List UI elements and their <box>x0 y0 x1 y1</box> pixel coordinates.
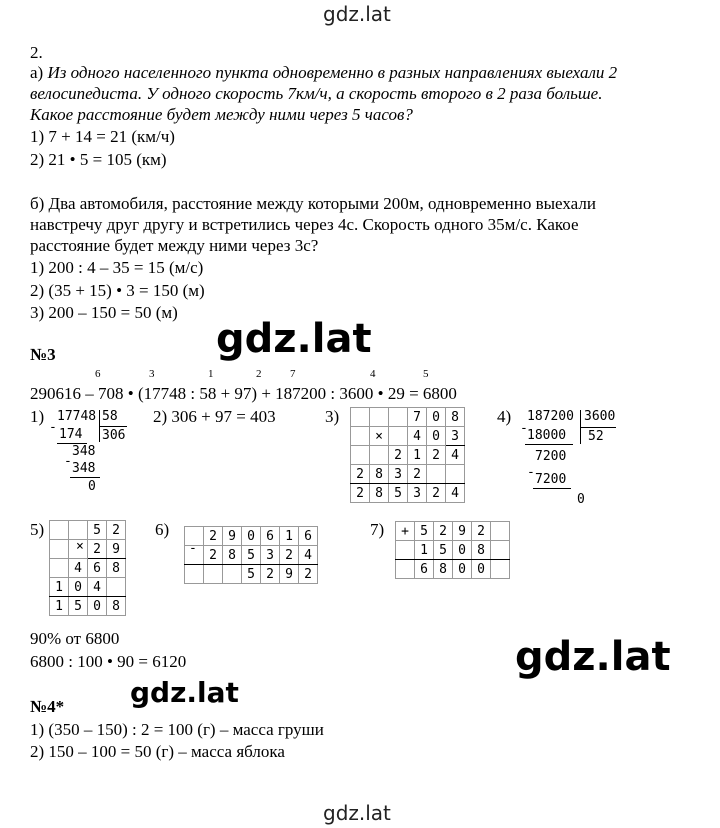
mult3-cell: 4 <box>408 427 427 446</box>
div1-quotient: 306 <box>102 428 126 443</box>
sub6-sign: - <box>189 541 197 556</box>
step5-label: 5) <box>30 520 45 539</box>
mult5-cell: 1 <box>50 597 69 616</box>
percent-solution: 6800 : 100 • 90 = 6120 <box>30 652 187 671</box>
task3-expression: 290616 – 708 • (17748 : 58 + 97) + 187200 : 3600 • 29 = 6800 <box>30 384 457 403</box>
task2-number: 2. <box>30 43 43 62</box>
sub6-cell: 0 <box>242 527 261 546</box>
sub6-cell: 3 <box>261 546 280 565</box>
div1-divisor: 58 <box>102 409 118 424</box>
mult3-cell: 4 <box>446 484 465 503</box>
div1-divisor-line <box>99 426 127 427</box>
div1-minus-1: - <box>49 420 57 435</box>
mult5-cell: 9 <box>107 540 126 559</box>
sub6-cell: 6 <box>261 527 280 546</box>
sub6-cell: 2 <box>204 527 223 546</box>
add7-cell: 5 <box>415 522 434 541</box>
div4-divisor: 3600 <box>584 409 616 424</box>
task2a-text-3: Какое расстояние будет между ними через 5 часов? <box>30 105 413 124</box>
task2b-text-2: навстречу друг другу и встретились через 4с. Скорость одного 35м/с. Какое <box>30 215 579 234</box>
mult3-cell: 2 <box>351 465 370 484</box>
watermark-mid: gdz.lat <box>216 316 372 362</box>
add7-cell: 2 <box>472 522 491 541</box>
mult3-cell: 3 <box>446 427 465 446</box>
div4-line-1 <box>525 444 573 445</box>
mult3-grid <box>350 407 465 503</box>
watermark-right: gdz.lat <box>515 634 671 680</box>
step6-label: 6) <box>155 520 170 539</box>
mult3-sign: × <box>370 427 389 446</box>
add7-sign: + <box>396 522 415 541</box>
order-mark-6: 6 <box>95 368 101 380</box>
mult3-cell: 3 <box>389 465 408 484</box>
div1-sub-1: 174 <box>59 427 83 442</box>
div1-rem-1: 348 <box>72 444 96 459</box>
mult3-cell: 0 <box>427 427 446 446</box>
task2a-text-1: Из одного населенного пункта одновременно в разных направлениях выехали 2 <box>47 63 618 82</box>
div4-dividend: 187200 <box>527 409 574 424</box>
mult5-cell: 2 <box>107 521 126 540</box>
sub6-cell: 1 <box>280 527 299 546</box>
mult5-cell: 1 <box>50 578 69 597</box>
add7-cell: 9 <box>453 522 472 541</box>
mult3-cell: 1 <box>408 446 427 465</box>
mult5-cell: 4 <box>69 559 88 578</box>
task4-line-1: 1) (350 – 150) : 2 = 100 (г) – масса груши <box>30 720 324 739</box>
add7-grid <box>395 521 510 579</box>
step1-label: 1) <box>30 407 45 426</box>
order-mark-4: 4 <box>370 368 376 380</box>
mult3-cell: 4 <box>446 446 465 465</box>
div4-divisor-line <box>580 427 616 428</box>
step4-label: 4) <box>497 407 512 426</box>
watermark-left: gdz.lat <box>130 676 239 709</box>
mult5-cell: 8 <box>107 559 126 578</box>
mult5-sign: × <box>76 539 84 554</box>
div1-rem-2: 0 <box>88 479 96 494</box>
sub6-cell: 2 <box>261 565 280 584</box>
sub6-cell: 5 <box>242 546 261 565</box>
sub6-cell: 2 <box>299 565 318 584</box>
div1-minus-2: - <box>64 454 72 469</box>
div4-minus-2: - <box>527 465 535 480</box>
task2b-text-1: б) Два автомобиля, расстояние между которыми 200м, одновременно выехали <box>30 194 596 213</box>
mult5-cell: 2 <box>88 540 107 559</box>
sub6-cell: 8 <box>223 546 242 565</box>
order-mark-1: 1 <box>208 368 214 380</box>
div4-quotient: 52 <box>588 429 604 444</box>
add7-cell: 8 <box>472 541 491 560</box>
task2a-solution-1: 1) 7 + 14 = 21 (км/ч) <box>30 127 175 146</box>
sub6-cell: 4 <box>299 546 318 565</box>
add7-cell: 1 <box>415 541 434 560</box>
div4-rem-2: 0 <box>577 492 585 507</box>
mult3-cell: 2 <box>389 446 408 465</box>
mult5-grid <box>49 520 126 616</box>
mult5-cell: 5 <box>88 521 107 540</box>
add7-cell: 0 <box>472 560 491 579</box>
mult3-cell: 2 <box>427 446 446 465</box>
mult3-cell: 2 <box>427 484 446 503</box>
add7-cell: 5 <box>434 541 453 560</box>
sub6-cell: 2 <box>280 546 299 565</box>
watermark-bottom: gdz.lat <box>323 801 391 825</box>
div1-line-2 <box>70 477 100 478</box>
mult3-cell: 8 <box>370 484 389 503</box>
step2-text: 2) 306 + 97 = 403 <box>153 407 276 426</box>
task4-title: №4* <box>30 697 65 716</box>
sub6-grid <box>184 526 318 584</box>
order-mark-5: 5 <box>423 368 429 380</box>
order-mark-2: 2 <box>256 368 262 380</box>
watermark-top: gdz.lat <box>323 2 391 26</box>
mult3-cell: 7 <box>408 408 427 427</box>
sub6-cell: 2 <box>204 546 223 565</box>
add7-cell: 2 <box>434 522 453 541</box>
sub6-cell: 5 <box>242 565 261 584</box>
div1-dividend: 17748 <box>57 409 97 424</box>
order-mark-7: 7 <box>290 368 296 380</box>
mult3-cell: 8 <box>446 408 465 427</box>
div1-sub-2: 348 <box>72 461 96 476</box>
task2b-solution-3: 3) 200 – 150 = 50 (м) <box>30 303 178 322</box>
task2a-line-1 <box>30 63 617 83</box>
mult5-cell: 0 <box>69 578 88 597</box>
task3-title: №3 <box>30 345 56 364</box>
step7-label: 7) <box>370 520 385 539</box>
sub6-cell: 9 <box>280 565 299 584</box>
mult5-cell: 4 <box>88 578 107 597</box>
div4-minus-1: - <box>520 421 528 436</box>
sub6-cell: 9 <box>223 527 242 546</box>
div4-rem-1: 7200 <box>535 449 567 464</box>
mult5-cell: 0 <box>88 597 107 616</box>
div4-sub-1: 18000 <box>527 428 567 443</box>
task4-line-2: 2) 150 – 100 = 50 (г) – масса яблока <box>30 742 285 761</box>
add7-cell: 8 <box>434 560 453 579</box>
task2a-text-2: велосипедиста. У одного скорость 7км/ч, а скорость второго в 2 раза больше. <box>30 84 603 103</box>
sub6-cell: 6 <box>299 527 318 546</box>
task2b-solution-1: 1) 200 : 4 – 35 = 15 (м/с) <box>30 258 204 277</box>
mult3-cell: 3 <box>408 484 427 503</box>
percent-title: 90% от 6800 <box>30 629 120 648</box>
task2b-text-3: расстояние будет между ними через 3с? <box>30 236 319 255</box>
mult3-cell: 2 <box>351 484 370 503</box>
task2a-solution-2: 2) 21 • 5 = 105 (км) <box>30 150 167 169</box>
order-mark-3: 3 <box>149 368 155 380</box>
mult3-cell: 8 <box>370 465 389 484</box>
mult5-cell: 5 <box>69 597 88 616</box>
mult3-cell: 0 <box>427 408 446 427</box>
div4-line-2 <box>533 488 571 489</box>
mult5-cell: 6 <box>88 559 107 578</box>
task2b-solution-2: 2) (35 + 15) • 3 = 150 (м) <box>30 281 205 300</box>
div4-sub-2: 7200 <box>535 472 567 487</box>
add7-cell: 0 <box>453 560 472 579</box>
mult5-cell: 8 <box>107 597 126 616</box>
add7-cell: 0 <box>453 541 472 560</box>
add7-cell: 6 <box>415 560 434 579</box>
step3-label: 3) <box>325 407 340 426</box>
mult3-cell: 5 <box>389 484 408 503</box>
task2a-label: а) <box>30 63 44 82</box>
mult3-cell: 2 <box>408 465 427 484</box>
